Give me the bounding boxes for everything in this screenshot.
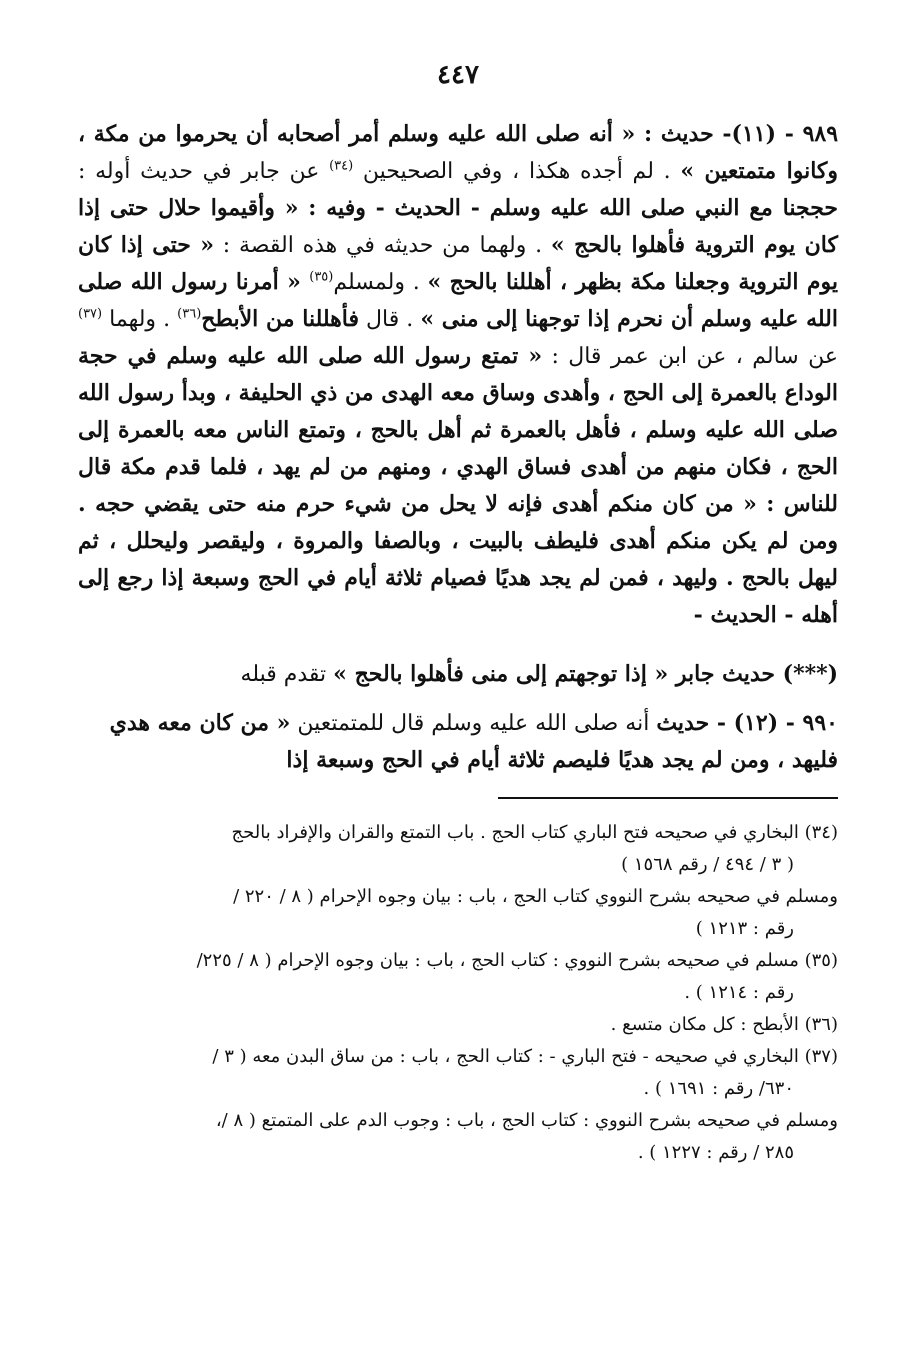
hadith-990 [78,705,838,779]
footnotes [78,817,838,1169]
footnote [78,1041,838,1105]
footnote-ref-34: (٣٤) [329,158,354,174]
text-segment: . ولهما [102,307,178,332]
footnote [78,817,838,881]
footnote-ref-36: (٣٦) [177,306,202,322]
footnote-line: رقم : ١٢١٤ ) . [684,982,794,1003]
text-segment: . لم أجده هكذا ، وفي الصحيحين [353,159,681,184]
footnote-line: ( ٣ / ٤٩٤ / رقم ١٥٦٨ ) [621,854,794,875]
quote-segment: « من كان معه هدي فليهد ، ومن لم يجد هديًا فليصم ثلاثة أيام في الحج وسبعة إذا [109,710,838,773]
footnote-line: (٣٦) الأبطح : كل مكان متسع . [610,1014,838,1035]
footnote-line: (٣٥) مسلم في صحيحه بشرح النووي : كتاب الحج ، باب : بيان وجوه الإحرام ( ٨ / ٢٢٥/ [196,950,838,971]
footnote [78,1105,838,1169]
footnote [78,1009,838,1041]
footnote-line: ومسلم في صحيحه بشرح النووي : كتاب الحج ، باب : وجوب الدم على المتمتع ( ٨ /، [215,1110,838,1131]
quote-segment: « تمتع رسول الله صلى الله عليه وسلم في حجة الوداع بالعمرة إلى الحج ، وأهدى وساق معه الهدى من ذي الحليفة ، وبدأ رسول الله صلى الله عليه وسلم ، فأهل بالعمرة ثم أهل بالحج ، وتمتع الناس معه بالعمرة إلى الحج ، فكان منهم من أهدى فساق الهدي ، ومنهم من لم يهد ، فلما قدم مكة قال للناس : « من كان منكم أهدى فإنه لا يحل من شيء حرم منه حتى يقضي حجه . ومن لم يكن منكم أهدى فليطف بالبيت ، وبالصفا والمروة ، وليقصر وليحلل ، ثم ليهل بالحج . وليهد ، فمن لم يجد هديًا فصيام ثلاثة أيام في الحج وسبعة إذا رجع إلى أهله - الحديث - [78,343,838,628]
footnote-separator [498,797,838,799]
text-segment: عن جابر في حديث أوله : [78,159,330,184]
footnote [78,945,838,1009]
editor-note-lead: (***) حديث جابر « إذا توجهتم إلى منى فأهلوا بالحج » [333,661,838,687]
quote-segment: حججنا مع النبي صلى الله عليه وسلم - الحديث - وفيه : « وأقيموا حلال حتى إذا كان يوم التروية فأهلوا بالحج » [78,195,838,258]
text-segment: أنه صلى الله عليه وسلم قال للمتمتعين [290,711,657,736]
page-number: ٤٤٧ [437,60,479,90]
text-segment: . ولهما من حديثه في هذه القصة : [214,233,551,258]
quote-segment: « أمرنا رسول الله صلى الله عليه وسلم أن نحرم إذا توجهنا إلى منى » [78,269,839,332]
footnote-line: (٣٤) البخاري في صحيحه فتح الباري كتاب الحج . باب التمتع والقران والإفراد بالحج [231,822,838,843]
text-segment: عن سالم ، عن ابن عمر قال : [542,344,838,369]
footnote-line: ومسلم في صحيحه بشرح النووي كتاب الحج ، باب : بيان وجوه الإحرام ( ٨ / ٢٢٠ / [233,886,838,907]
text-segment: . قال [358,307,421,332]
editor-note-tail: تقدم قبله [240,662,334,687]
text-segment: . ولمسلم [333,270,428,295]
quote-segment: فأهللنا من الأبطح [201,306,359,332]
hadith-989 [78,116,838,634]
footnote-line: ٦٣٠/ رقم : ١٦٩١ ) . [643,1078,794,1099]
footnote-ref-37: (٣٧) [78,306,103,322]
quote-segment: « حتى إذا كان يوم التروية وجعلنا مكة بظهر ، أهللنا بالحج » [78,232,838,295]
footnote [78,881,838,945]
footnote-line: (٣٧) البخاري في صحيحه - فتح الباري - : كتاب الحج ، باب : من ساق البدن معه ( ٣ / [212,1046,838,1067]
footnote-line: رقم : ١٢١٣ ) [695,918,794,939]
editor-note [78,656,838,693]
hadith-989-heading: ٩٨٩ - (١١)- حديث : « أنه صلى الله عليه وسلم أمر أصحابه أن يحرموا من مكة ، وكانوا متمتعين » [78,121,839,184]
hadith-990-heading: ٩٩٠ - (١٢) - حديث [656,710,838,736]
footnote-ref-35: (٣٥) [309,269,334,285]
footnote-line: ٢٨٥ / رقم : ١٢٢٧ ) . [637,1142,794,1163]
